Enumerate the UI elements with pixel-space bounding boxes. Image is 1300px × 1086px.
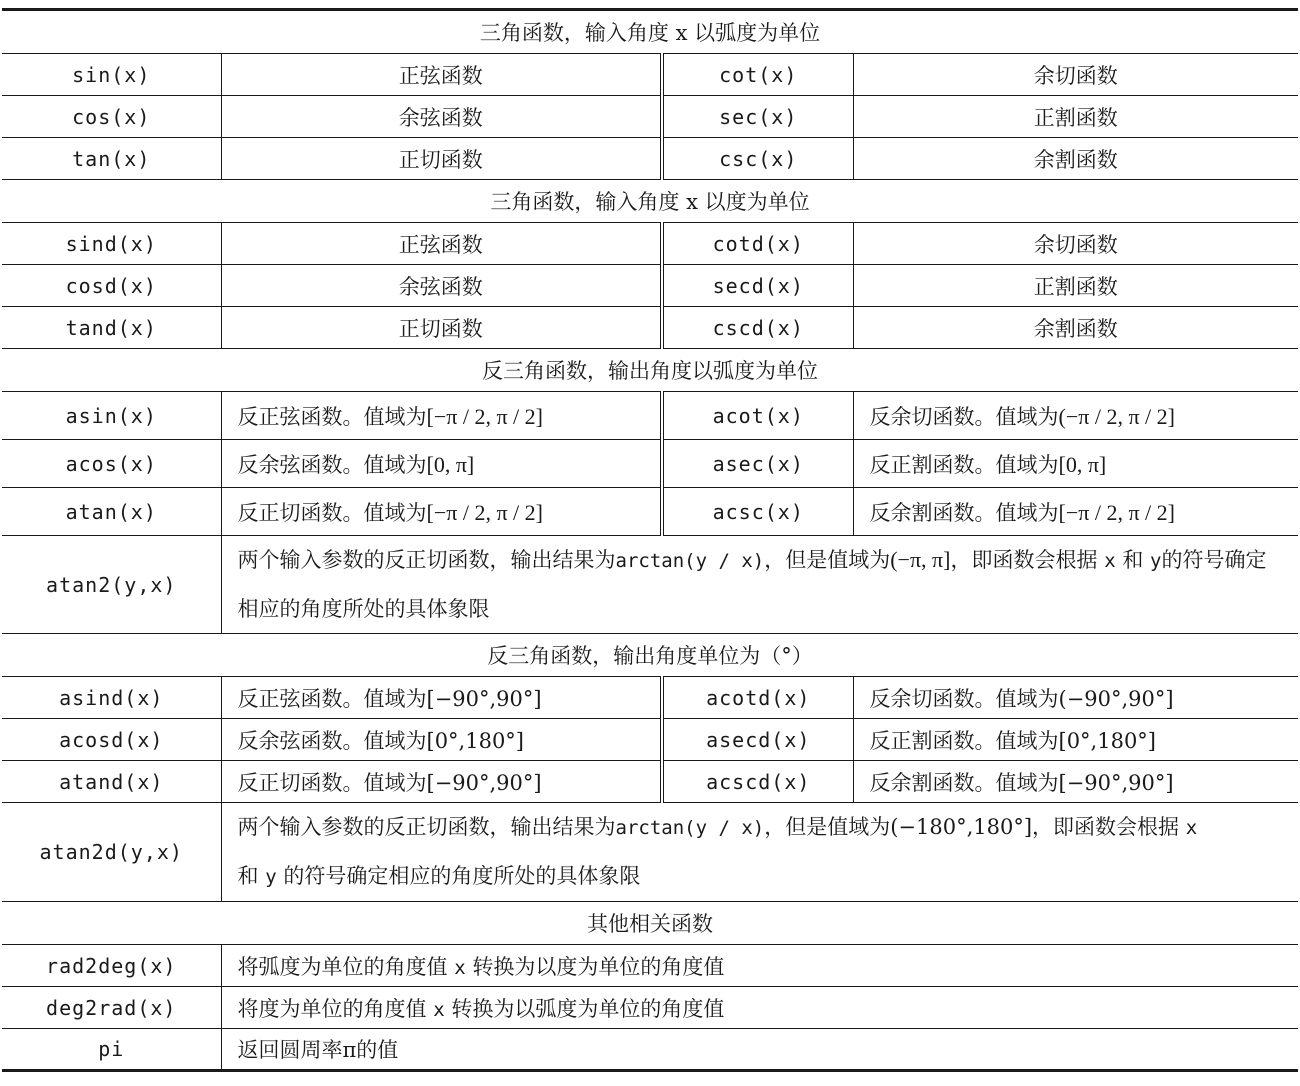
function-description: 余切函数 — [853, 223, 1298, 265]
section-title-degree: 三角函数，输入角度 x 以度为单位 — [2, 180, 1298, 223]
function-description: 余割函数 — [853, 307, 1298, 349]
description-text: 反余割函数。值域为 — [869, 500, 1059, 525]
function-description: 余弦函数 — [221, 96, 662, 138]
function-description: 正弦函数 — [221, 54, 662, 96]
function-name: atan2(y,x) — [2, 536, 221, 634]
range-formula: [0, π] — [426, 451, 475, 477]
function-name: csc(x) — [662, 138, 853, 180]
function-name: cos(x) — [2, 96, 221, 138]
variable-x: x — [1185, 817, 1198, 839]
function-description — [221, 803, 1298, 902]
function-name: sin(x) — [2, 54, 221, 96]
function-description: 反余割函数。值域为[−90°,90°] — [853, 761, 1298, 803]
range-formula: (−π, π] — [890, 547, 951, 572]
function-name: atan2d(y,x) — [2, 803, 221, 902]
math-expression: arctan(y / x) — [615, 817, 765, 839]
function-name: deg2rad(x) — [2, 987, 221, 1029]
function-description: 余弦函数 — [221, 265, 662, 307]
function-description: 返回圆周率π的值 — [221, 1029, 1298, 1071]
function-name: cosd(x) — [2, 265, 221, 307]
function-description — [221, 536, 1298, 634]
description-text: 反余弦函数。值域为 — [237, 452, 427, 477]
function-description: 反正切函数。值域为[−90°,90°] — [221, 761, 662, 803]
variable-x: x — [1104, 550, 1116, 572]
function-description: 正割函数 — [853, 265, 1298, 307]
function-name: tan(x) — [2, 138, 221, 180]
range-formula: [−π / 2, π / 2] — [426, 499, 543, 525]
function-description: 余切函数 — [853, 54, 1298, 96]
function-name: cscd(x) — [662, 307, 853, 349]
function-description: 正切函数 — [221, 307, 662, 349]
function-name: acos(x) — [2, 440, 221, 488]
description-text: 两个输入参数的反正切函数，输出结果为 — [237, 548, 616, 572]
description-text: 反正割函数。值域为 — [869, 452, 1059, 477]
description-text: 将弧度为单位的角度值 — [237, 954, 455, 979]
function-description: 反正弦函数。值域为[−90°,90°] — [221, 677, 662, 719]
function-description — [221, 945, 1298, 987]
function-name: cotd(x) — [662, 223, 853, 265]
function-name: asin(x) — [2, 392, 221, 440]
range-formula: (−π / 2, π / 2] — [1058, 403, 1175, 429]
description-text: ，但是值域为(−180°,180°]，即函数会根据 — [764, 815, 1186, 839]
description-text: ，即函数会根据 — [950, 548, 1105, 572]
function-name: rad2deg(x) — [2, 945, 221, 987]
description-text: 反正弦函数。值域为 — [237, 404, 427, 429]
description-text: 反余切函数。值域为 — [869, 404, 1059, 429]
math-expression: arctan(y / x) — [615, 550, 765, 572]
function-name: acscd(x) — [662, 761, 853, 803]
range-formula: [−π / 2, π / 2] — [1058, 499, 1175, 525]
range-formula: [0, π] — [1058, 451, 1107, 477]
section-title-radian: 三角函数，输入角度 x 以弧度为单位 — [2, 10, 1298, 54]
function-description — [221, 987, 1298, 1029]
function-description: 正切函数 — [221, 138, 662, 180]
function-description: 正弦函数 — [221, 223, 662, 265]
function-description — [221, 488, 662, 536]
function-name: sec(x) — [662, 96, 853, 138]
description-text: 反正切函数。值域为 — [237, 500, 427, 525]
function-description — [853, 392, 1298, 440]
function-description — [853, 488, 1298, 536]
range-formula: [−π / 2, π / 2] — [426, 403, 543, 429]
function-name: acotd(x) — [662, 677, 853, 719]
variable-y: y — [265, 866, 277, 888]
function-name: acosd(x) — [2, 719, 221, 761]
function-description: 反余切函数。值域为(−90°,90°] — [853, 677, 1298, 719]
function-name: atand(x) — [2, 761, 221, 803]
function-name: asecd(x) — [662, 719, 853, 761]
function-description — [221, 440, 662, 488]
function-name: acot(x) — [662, 392, 853, 440]
description-text: 的符号确定相应的角度所处的具体象限 — [237, 548, 1267, 621]
description-text: 和 — [1115, 548, 1150, 572]
description-text: 两个输入参数的反正切函数，输出结果为 — [237, 815, 616, 839]
function-name: asind(x) — [2, 677, 221, 719]
description-text: 转换为以度为单位的角度值 — [465, 954, 725, 979]
function-description: 正割函数 — [853, 96, 1298, 138]
section-title-inverse-degree: 反三角函数，输出角度单位为（°） — [2, 634, 1298, 677]
function-name: acsc(x) — [662, 488, 853, 536]
description-text: 和 — [237, 864, 266, 888]
description-text: 转换为以弧度为单位的角度值 — [444, 996, 725, 1021]
trig-function-table — [2, 8, 1298, 1072]
variable-y: y — [1150, 550, 1162, 572]
section-title-other: 其他相关函数 — [2, 902, 1298, 945]
section-title-inverse-radian: 反三角函数，输出角度以弧度为单位 — [2, 349, 1298, 392]
function-name: sind(x) — [2, 223, 221, 265]
function-name: secd(x) — [662, 265, 853, 307]
function-description: 反余弦函数。值域为[0°,180°] — [221, 719, 662, 761]
function-name: tand(x) — [2, 307, 221, 349]
function-name: pi — [2, 1029, 221, 1071]
description-text: ，但是值域为 — [764, 548, 891, 572]
function-name: asec(x) — [662, 440, 853, 488]
function-name: atan(x) — [2, 488, 221, 536]
function-description — [853, 440, 1298, 488]
function-name: cot(x) — [662, 54, 853, 96]
variable-x: x — [433, 998, 445, 1021]
variable-x: x — [454, 956, 466, 979]
function-description: 反正割函数。值域为[0°,180°] — [853, 719, 1298, 761]
description-text: 将度为单位的角度值 — [237, 996, 434, 1021]
function-description: 余割函数 — [853, 138, 1298, 180]
function-description — [221, 392, 662, 440]
description-text: 的符号确定相应的角度所处的具体象限 — [276, 864, 641, 888]
